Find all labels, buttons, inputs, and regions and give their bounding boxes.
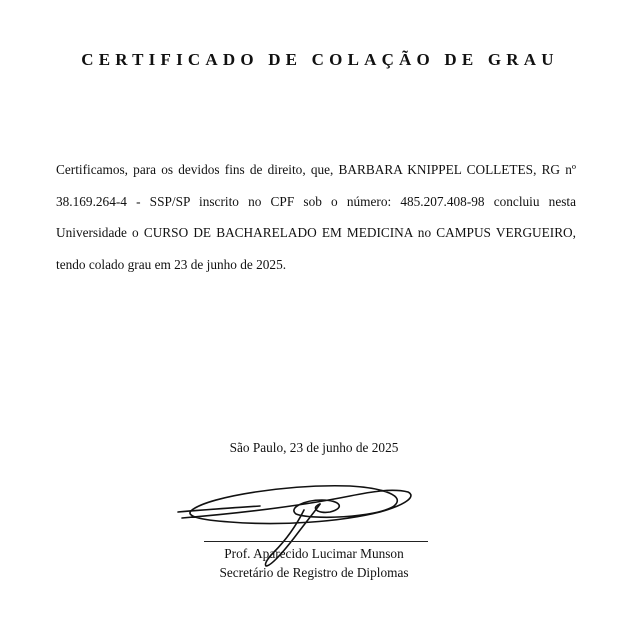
place-date: São Paulo, 23 de junho de 2025 — [229, 440, 399, 455]
certificate-title: CERTIFICADO DE COLAÇÃO DE GRAU — [81, 50, 559, 69]
certificate-body — [56, 160, 576, 286]
body-line-3: Universidade o CURSO DE BACHARELADO EM MEDICINA no CAMPUS VERGUEIRO, — [56, 225, 576, 240]
signer-name: Prof. Aparecido Lucimar Munson — [224, 546, 404, 561]
signature-line — [204, 541, 428, 542]
body-line-4: tendo colado grau em 23 de junho de 2025. — [56, 256, 287, 272]
signer-role: Secretário de Registro de Diplomas — [219, 565, 409, 580]
body-line-1: Certificamos, para os devidos fins de direito, que, BARBARA KNIPPEL COLLETES, RG nº — [56, 162, 576, 177]
body-line-2: 38.169.264-4 - SSP/SP inscrito no CPF sob o número: 485.207.408-98 concluiu nesta — [56, 193, 576, 209]
